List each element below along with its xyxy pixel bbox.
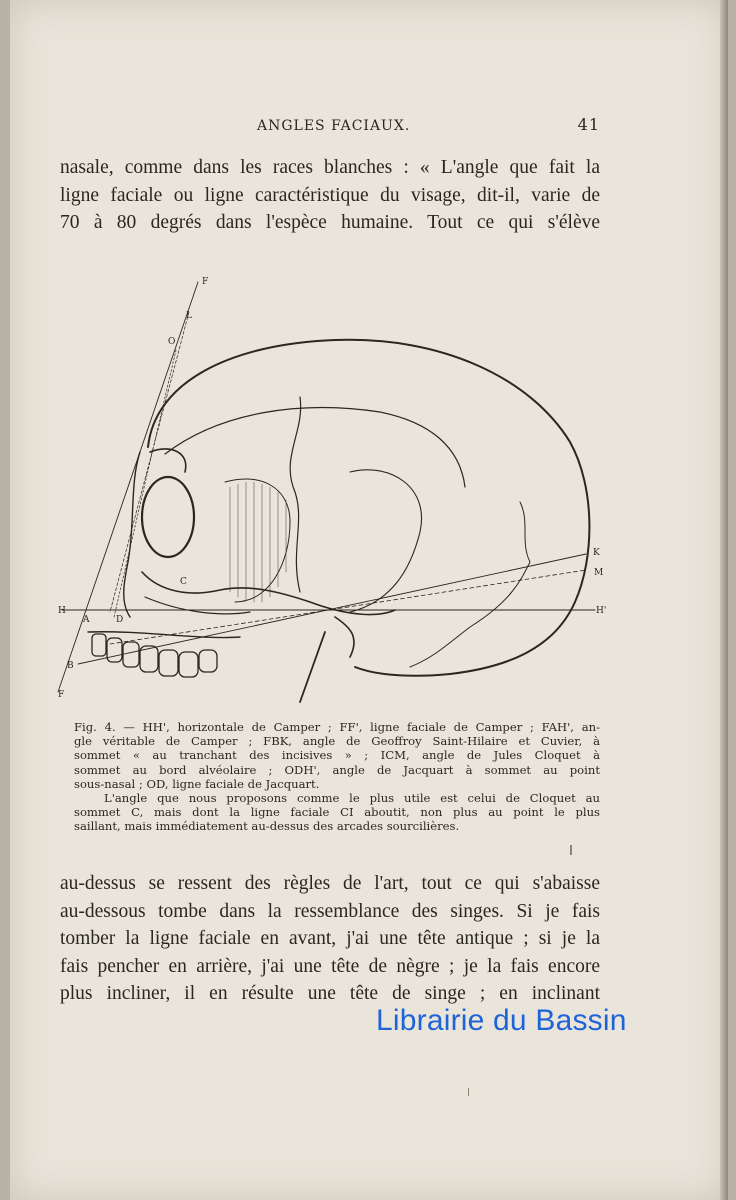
- caption-line: Fig. 4. — HH', horizontale de Camper ; FF', ligne faciale de Camper ; FAH', an-: [74, 720, 600, 734]
- caption-line: sommet « au tranchant des incisives » ; ICM, angle de Jules Cloquet à: [74, 748, 600, 763]
- caption-line: saillant, mais immédiatement au-dessus des arcades sourcilières.: [74, 819, 460, 834]
- label-L: L: [186, 311, 192, 321]
- label-B: B: [67, 661, 74, 671]
- text-line: fais pencher en arrière, j'ai une tête de nègre ; je la fais encore: [60, 955, 600, 977]
- caption-line: gle véritable de Camper ; FBK, angle de Geoffroy Saint-Hilaire et Cuvier, à: [74, 734, 600, 749]
- page-number: 41: [577, 115, 600, 134]
- text-line: nasale, comme dans les races blanches : « L'angle que fait la: [60, 157, 600, 178]
- caption-line: L'angle que nous proposons comme le plus utile est celui de Cloquet au: [104, 791, 600, 806]
- label-A: A: [83, 615, 90, 625]
- figure-caption: [74, 720, 600, 834]
- text-line: au-dessus se ressent des règles de l'art, tout ce qui s'abaisse: [60, 873, 600, 894]
- label-C: C: [180, 577, 187, 587]
- teeth: [92, 634, 217, 677]
- body-text-top: [60, 154, 600, 237]
- label-O: O: [168, 337, 176, 347]
- cranium-outline: [148, 340, 589, 676]
- page-edge: [720, 0, 728, 1200]
- label-H: H: [58, 606, 66, 616]
- skull-figure: [50, 272, 630, 712]
- text-line: au-dessous tombe dans la ressemblance des singes. Si je fais: [60, 900, 600, 922]
- running-head-title: ANGLES FACIAUX.: [257, 118, 411, 134]
- line-L: [110, 312, 189, 612]
- line-O: [114, 350, 176, 617]
- text-line: tomber la ligne faciale en avant, j'ai une tête antique ; si je la: [60, 928, 600, 949]
- caption-line: sommet au bord alvéolaire ; ODH', angle de Jacquart à sommet au point: [74, 762, 600, 777]
- caption-line: sommet C, mais dont la ligne faciale CI aboutit, non plus au point le plus: [74, 805, 600, 820]
- label-H-prime: H': [596, 606, 607, 616]
- caption-line: sous-nasal ; OD, ligne faciale de Jacquart.: [74, 776, 320, 791]
- ink-speck: [570, 845, 572, 855]
- ink-speck: [468, 1088, 469, 1096]
- line-FF: [58, 282, 198, 692]
- label-M: M: [594, 568, 604, 578]
- watermark: Librairie du Bassin: [376, 1004, 627, 1037]
- body-text-bottom: [60, 870, 600, 1008]
- text-line: 70 à 80 degrés dans l'espèce humaine. Tout ce qui s'élève: [60, 212, 600, 233]
- orbit: [142, 477, 194, 557]
- label-D: D: [116, 615, 124, 625]
- text-line: plus incliner, il en résulte une tête de singe ; en inclinant: [60, 983, 600, 1004]
- text-line: ligne faciale ou ligne caractéristique du visage, dit-il, varie de: [60, 184, 600, 206]
- label-K: K: [593, 548, 600, 558]
- label-F: F: [202, 277, 209, 287]
- label-F-low: F: [58, 690, 65, 700]
